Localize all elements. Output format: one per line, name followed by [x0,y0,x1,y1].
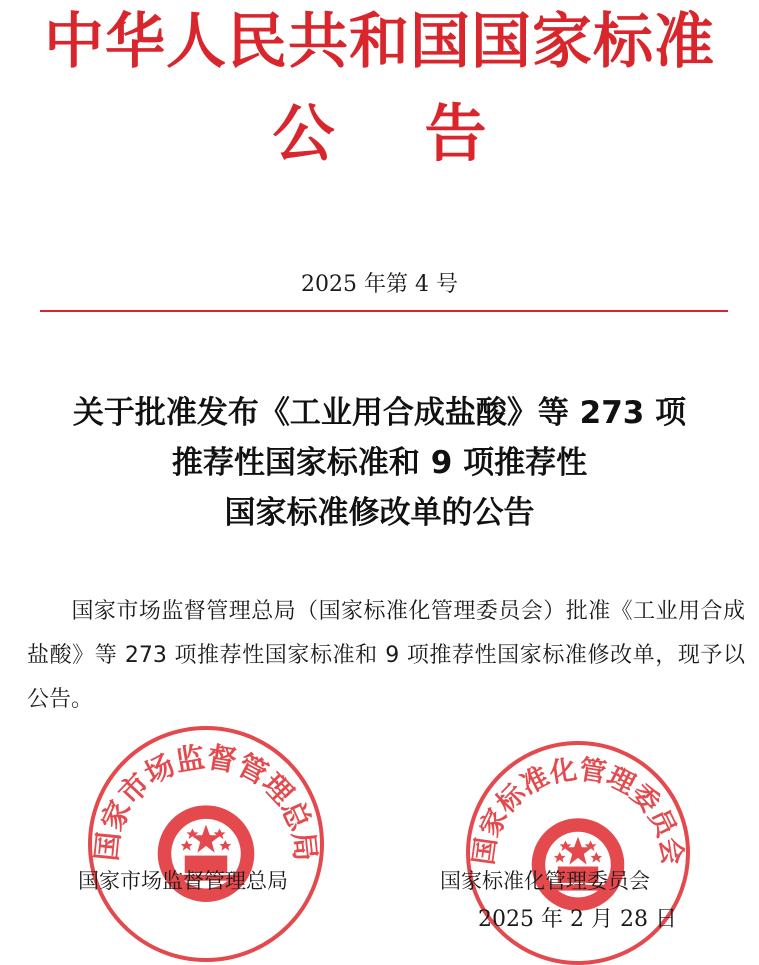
seal-right-arc-text: 国家标准化管理委员会 [468,754,688,867]
national-emblem-right [532,818,625,911]
issue-number: 2025 年第 4 号 [301,272,458,297]
body-paragraph [27,590,745,722]
seal-left-graphic [89,730,323,958]
document-title-line-3: 国家标准修改单的公告 [224,495,535,531]
issuer-left: 国家市场监督管理总局 [78,869,288,893]
document-title [0,388,759,538]
red-divider-line [40,310,728,312]
notice-heading: 公告 [272,97,577,170]
issue-date: 2025 年 2 月 28 日 [478,907,677,932]
document-title-line-2: 推荐性国家标准和 9 项推荐性 [171,445,588,481]
issuer-right: 国家标准化管理委员会 [440,869,650,893]
body-paragraph-text: 国家市场监督管理总局（国家标准化管理委员会）批准《工业用合成盐酸》等 273 项推荐性国家标准和 9 项推荐性国家标准修改单，现予以公告。 [27,599,745,712]
official-seal-left [88,726,324,962]
document-title-line-1: 关于批准发布《工业用合成盐酸》等 273 项 [72,395,687,431]
seal-left-arc-text: 国家市场监督管理总局 [89,739,323,863]
masthead-title: 中华人民共和国国家标准 [44,7,715,77]
